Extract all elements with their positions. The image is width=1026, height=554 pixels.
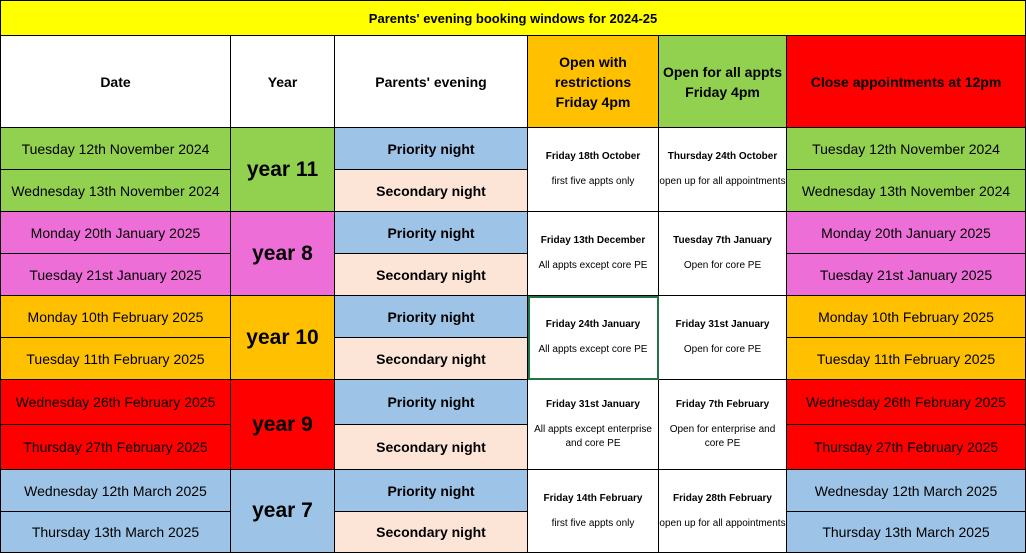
open-all-cell[interactable] bbox=[659, 296, 787, 380]
secondary-night-cell[interactable]: Secondary night bbox=[335, 338, 528, 380]
year-cell[interactable]: year 11 bbox=[231, 128, 335, 212]
year-cell[interactable]: year 8 bbox=[231, 212, 335, 296]
close-date-cell[interactable]: Thursday 27th February 2025 bbox=[787, 425, 1026, 470]
window-date: Friday 31st January bbox=[675, 319, 770, 330]
table-row bbox=[1, 254, 1026, 296]
date-cell[interactable]: Monday 10th February 2025 bbox=[1, 296, 231, 338]
close-date-cell[interactable]: Thursday 13th March 2025 bbox=[787, 512, 1026, 553]
header-date[interactable]: Date bbox=[1, 36, 231, 128]
date-cell[interactable]: Tuesday 11th February 2025 bbox=[1, 338, 231, 380]
header-open-restrictions[interactable]: Open with restrictions Friday 4pm bbox=[528, 36, 659, 128]
header-close[interactable]: Close appointments at 12pm bbox=[787, 36, 1026, 128]
open-all-cell[interactable] bbox=[659, 212, 787, 296]
window-note: Open for core PE bbox=[683, 260, 762, 271]
table-row bbox=[1, 296, 1026, 338]
secondary-night-cell[interactable]: Secondary night bbox=[335, 254, 528, 296]
priority-night-cell[interactable]: Priority night bbox=[335, 470, 528, 512]
year-cell[interactable]: year 7 bbox=[231, 470, 335, 553]
close-date-cell[interactable]: Wednesday 26th February 2025 bbox=[787, 380, 1026, 425]
date-cell[interactable]: Wednesday 12th March 2025 bbox=[1, 470, 231, 512]
close-date-cell[interactable]: Wednesday 12th March 2025 bbox=[787, 470, 1026, 512]
window-date: Friday 31st January bbox=[546, 399, 640, 410]
window-note: open up for all appointments bbox=[659, 517, 786, 529]
window-note: Open for core PE bbox=[683, 344, 762, 355]
table-row bbox=[1, 212, 1026, 254]
close-date-cell[interactable]: Tuesday 11th February 2025 bbox=[787, 338, 1026, 380]
table-row bbox=[1, 128, 1026, 170]
date-cell[interactable]: Wednesday 26th February 2025 bbox=[1, 380, 231, 425]
window-note: first five appts only bbox=[551, 517, 635, 529]
table-title[interactable]: Parents' evening booking windows for 2024-25 bbox=[1, 1, 1026, 36]
table-row bbox=[1, 170, 1026, 212]
priority-night-cell[interactable]: Priority night bbox=[335, 380, 528, 425]
header-open-all[interactable]: Open for all appts Friday 4pm bbox=[659, 36, 787, 128]
year-cell[interactable]: year 10 bbox=[231, 296, 335, 380]
header-parents-evening[interactable]: Parents' evening bbox=[335, 36, 528, 128]
close-date-cell[interactable]: Tuesday 12th November 2024 bbox=[787, 128, 1026, 170]
priority-night-cell[interactable]: Priority night bbox=[335, 128, 528, 170]
window-note: first five appts only bbox=[551, 176, 635, 187]
window-date: Tuesday 7th January bbox=[673, 235, 772, 246]
open-restrictions-cell[interactable] bbox=[528, 128, 659, 212]
priority-night-cell[interactable]: Priority night bbox=[335, 296, 528, 338]
window-date: Friday 28th February bbox=[673, 492, 772, 504]
open-restrictions-cell[interactable] bbox=[528, 470, 659, 553]
date-cell[interactable]: Tuesday 21st January 2025 bbox=[1, 254, 231, 296]
open-all-cell[interactable] bbox=[659, 128, 787, 212]
year-cell[interactable]: year 9 bbox=[231, 380, 335, 470]
table-row bbox=[1, 512, 1026, 553]
window-date: Friday 18th October bbox=[545, 151, 641, 162]
window-date: Friday 14th February bbox=[543, 492, 643, 504]
table-row bbox=[1, 470, 1026, 512]
close-date-cell[interactable]: Tuesday 21st January 2025 bbox=[787, 254, 1026, 296]
window-note: Open for enterprise and core PE bbox=[669, 424, 776, 449]
open-all-cell[interactable] bbox=[659, 380, 787, 470]
window-date: Friday 7th February bbox=[675, 399, 770, 410]
date-cell[interactable]: Tuesday 12th November 2024 bbox=[1, 128, 231, 170]
open-restrictions-cell[interactable] bbox=[528, 296, 659, 380]
window-date: Thursday 24th October bbox=[667, 151, 778, 162]
date-cell[interactable]: Monday 20th January 2025 bbox=[1, 212, 231, 254]
close-date-cell[interactable]: Monday 20th January 2025 bbox=[787, 212, 1026, 254]
open-restrictions-cell[interactable] bbox=[528, 380, 659, 470]
window-note: open up for all appointments bbox=[659, 176, 786, 187]
date-cell[interactable]: Thursday 13th March 2025 bbox=[1, 512, 231, 553]
table-row bbox=[1, 380, 1026, 425]
secondary-night-cell[interactable]: Secondary night bbox=[335, 170, 528, 212]
table-row bbox=[1, 425, 1026, 470]
close-date-cell[interactable]: Monday 10th February 2025 bbox=[787, 296, 1026, 338]
header-year[interactable]: Year bbox=[231, 36, 335, 128]
priority-night-cell[interactable]: Priority night bbox=[335, 212, 528, 254]
table-row bbox=[1, 338, 1026, 380]
window-date: Friday 13th December bbox=[540, 235, 646, 246]
date-cell[interactable]: Thursday 27th February 2025 bbox=[1, 425, 231, 470]
date-cell[interactable]: Wednesday 13th November 2024 bbox=[1, 170, 231, 212]
secondary-night-cell[interactable]: Secondary night bbox=[335, 425, 528, 470]
open-all-cell[interactable] bbox=[659, 470, 787, 553]
open-restrictions-cell[interactable] bbox=[528, 212, 659, 296]
window-date: Friday 24th January bbox=[545, 319, 641, 330]
secondary-night-cell[interactable]: Secondary night bbox=[335, 512, 528, 553]
window-note: All appts except core PE bbox=[538, 260, 648, 271]
window-note: All appts except enterprise and core PE bbox=[534, 424, 652, 449]
window-note: All appts except core PE bbox=[538, 344, 648, 355]
close-date-cell[interactable]: Wednesday 13th November 2024 bbox=[787, 170, 1026, 212]
